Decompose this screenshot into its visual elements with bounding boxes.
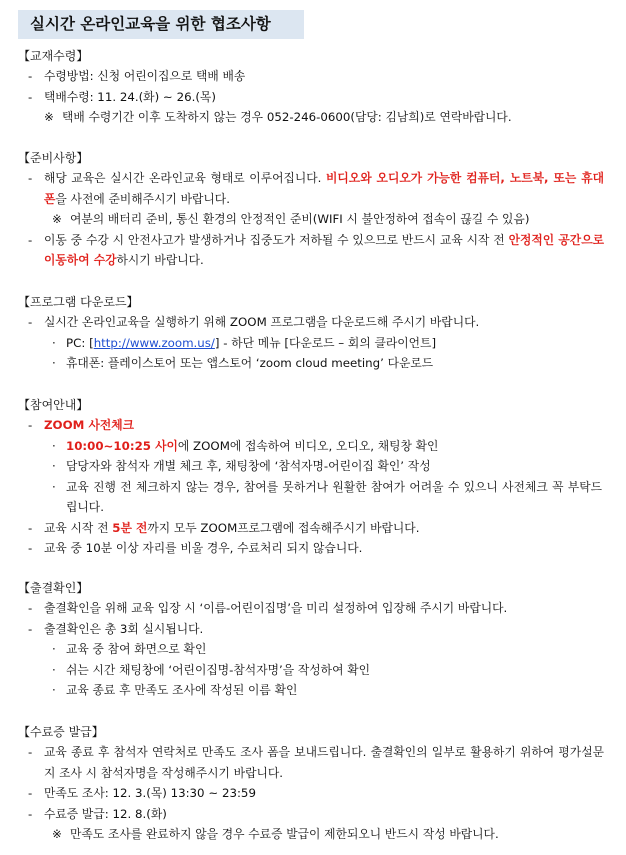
receive-note: 택배 수령기간 이후 도착하지 않는 경우 052-246-0600(담당: 김남희)로 연락바랍니다. (62, 110, 512, 124)
section-heading-textbook: 【교재수령】 (18, 49, 89, 63)
prep-safety-text: 이동 중 수강 시 안전사고가 발생하거나 집중도가 저하될 수 있으므로 반드시 교육 시작 전 안정적인 공간으로 이동하여 수강하시기 바랍니다. (44, 232, 604, 267)
prep-note: 여분의 배터리 준비, 통신 환경의 안정적인 준비(WIFI 시 불안정하여 접속이 끊길 수 있음) (70, 212, 530, 226)
attendance-check-2: 쉬는 시간 채팅창에 ‘어린이집명-참석자명’을 작성하여 확인 (66, 662, 371, 677)
section-heading-attendance: 【출결확인】 (18, 581, 89, 595)
zoom-download-link[interactable]: http://www.zoom.us/ (93, 335, 215, 350)
survey-period: 만족도 조사: 12. 3.(목) 13:30 ~ 23:59 (44, 786, 256, 800)
precheck-time: 10:00~10:25 사이에 ZOOM에 접속하여 비디오, 오디오, 채팅창 확인 (66, 438, 439, 453)
zoom-precheck: ZOOM 사전체크 (44, 418, 135, 432)
precheck-warning: 교육 진행 전 체크하지 않는 경우, 참여를 못하거나 원활한 참여가 어려울 수 있으니 사전체크 꼭 부탁드립니다. (66, 479, 602, 514)
section-textbook: - 수령방법: 신청 어린이집으로 택배 배송 - 택배수령: 11. 24.(화) ~ 26.(목) ※ 택배 수령기간 이후 도착하지 않는 경우 052-246-0600(담당: 김남희)로 연락바랍니다. (20, 66, 610, 128)
section-preparation: - 해당 교육은 실시간 온라인교육 형태로 이루어집니다. 비디오와 오디오가 가능한 컴퓨터, 노트북, 또는 휴대폰을 사전에 준비해주시기 바랍니다. ※ 여분의 배터리 준비, 통신 환경의 안정적인 준비(WIFI 시 불안정하여 접속이 끊길 수 있음) - 이동 중 수강 시 안전사고가 발생하거나 집중도가 저하될 수 있으므로 반드시 교육 시작 전 안정적인 공간으로 이동하여 수강하시기 바랍니다. (20, 168, 610, 271)
section-download: - 실시간 온라인교육을 실행하기 위해 ZOOM 프로그램을 다운로드해 주시기 바랍니다. · PC: [http://www.zoom.us/] - 하단 메뉴 [다운로드 – 회의 클라이언트] · 휴대폰: 플레이스토어 또는 앱스토어 ‘zoom cloud meeting’ 다운로드 (20, 312, 610, 374)
page-title: 실시간 온라인교육을 위한 협조사항 (18, 10, 304, 39)
certificate-note: 만족도 조사를 완료하지 않을 경우 수료증 발급이 제한되오니 반드시 작성 바랍니다. (70, 827, 499, 841)
section-participation: - ZOOM 사전체크 · 10:00~10:25 사이에 ZOOM에 접속하여 비디오, 오디오, 채팅창 확인 · 담당자와 참석자 개별 체크 후, 채팅창에 ‘참석자명-어린이집 확인’ 작성 · 교육 진행 전 체크하지 않는 경우, 참여를 못하거나 원활한 참여가 어려울 수 있으니 사전체크 꼭 부탁드립니다. - 교육 시작 전 5분 전까지 모두 ZOOM프로그램에 접속해주시기 바랍니다. - 교육 중 10분 이상 자리를 비울 경우, 수료처리 되지 않습니다. (20, 415, 610, 559)
section-heading-participation: 【참여안내】 (18, 398, 89, 412)
attendance-check-1: 교육 중 참여 화면으로 확인 (66, 642, 207, 656)
download-pc: PC: [http://www.zoom.us/] - 하단 메뉴 [다운로드 – 회의 클라이언트] (66, 335, 437, 350)
absence-rule: 교육 중 10분 이상 자리를 비울 경우, 수료처리 되지 않습니다. (44, 541, 363, 555)
attendance-name-setup: 출결확인을 위해 교육 입장 시 ‘이름-어린이집명’을 미리 설정하여 입장해 주시기 바랍니다. (44, 601, 508, 615)
certificate-date: 수료증 발급: 12. 8.(화) (44, 806, 167, 821)
join-time: 교육 시작 전 5분 전까지 모두 ZOOM프로그램에 접속해주시기 바랍니다. (44, 520, 420, 535)
receive-period: 택배수령: 11. 24.(화) ~ 26.(목) (44, 89, 216, 104)
download-mobile: 휴대폰: 플레이스토어 또는 앱스토어 ‘zoom cloud meeting’ 다운로드 (66, 356, 434, 370)
precheck-chat: 담당자와 참석자 개별 체크 후, 채팅창에 ‘참석자명-어린이집 확인’ 작성 (66, 459, 431, 473)
section-certificate: - 교육 종료 후 참석자 연락처로 만족도 조사 폼을 보내드립니다. 출결확인의 일부로 활용하기 위하여 평가설문지 조사 시 참석자명을 작성해주시기 바랍니다. - 만족도 조사: 12. 3.(목) 13:30 ~ 23:59 - 수료증 발급: 12. 8.(화) ※ 만족도 조사를 완료하지 않을 경우 수료증 발급이 제한되오니 반드시 작성 바랍니다. (20, 742, 610, 845)
prep-device-text: 해당 교육은 실시간 온라인교육 형태로 이루어집니다. 비디오와 오디오가 가능한 컴퓨터, 노트북, 또는 휴대폰을 사전에 준비해주시기 바랍니다. (44, 171, 604, 206)
section-heading-download: 【프로그램 다운로드】 (18, 295, 139, 309)
section-heading-preparation: 【준비사항】 (18, 151, 89, 165)
attendance-check-3: 교육 종료 후 만족도 조사에 작성된 이름 확인 (66, 683, 298, 697)
download-instruction: 실시간 온라인교육을 실행하기 위해 ZOOM 프로그램을 다운로드해 주시기 바랍니다. (44, 315, 480, 329)
receive-method: 수령방법: 신청 어린이집으로 택배 배송 (44, 69, 246, 83)
survey-notice: 교육 종료 후 참석자 연락처로 만족도 조사 폼을 보내드립니다. 출결확인의 일부로 활용하기 위하여 평가설문지 조사 시 참석자명을 작성해주시기 바랍니다. (44, 745, 604, 780)
section-attendance: - 출결확인을 위해 교육 입장 시 ‘이름-어린이집명’을 미리 설정하여 입장해 주시기 바랍니다. - 출결확인은 총 3회 실시됩니다. · 교육 중 참여 화면으로 확인 · 쉬는 시간 채팅창에 ‘어린이집명-참석자명’을 작성하여 확인 · 교육 종료 후 만족도 조사에 작성된 이름 확인 (20, 598, 610, 701)
section-heading-certificate: 【수료증 발급】 (18, 725, 104, 739)
attendance-count: 출결확인은 총 3회 실시됩니다. (44, 621, 204, 636)
